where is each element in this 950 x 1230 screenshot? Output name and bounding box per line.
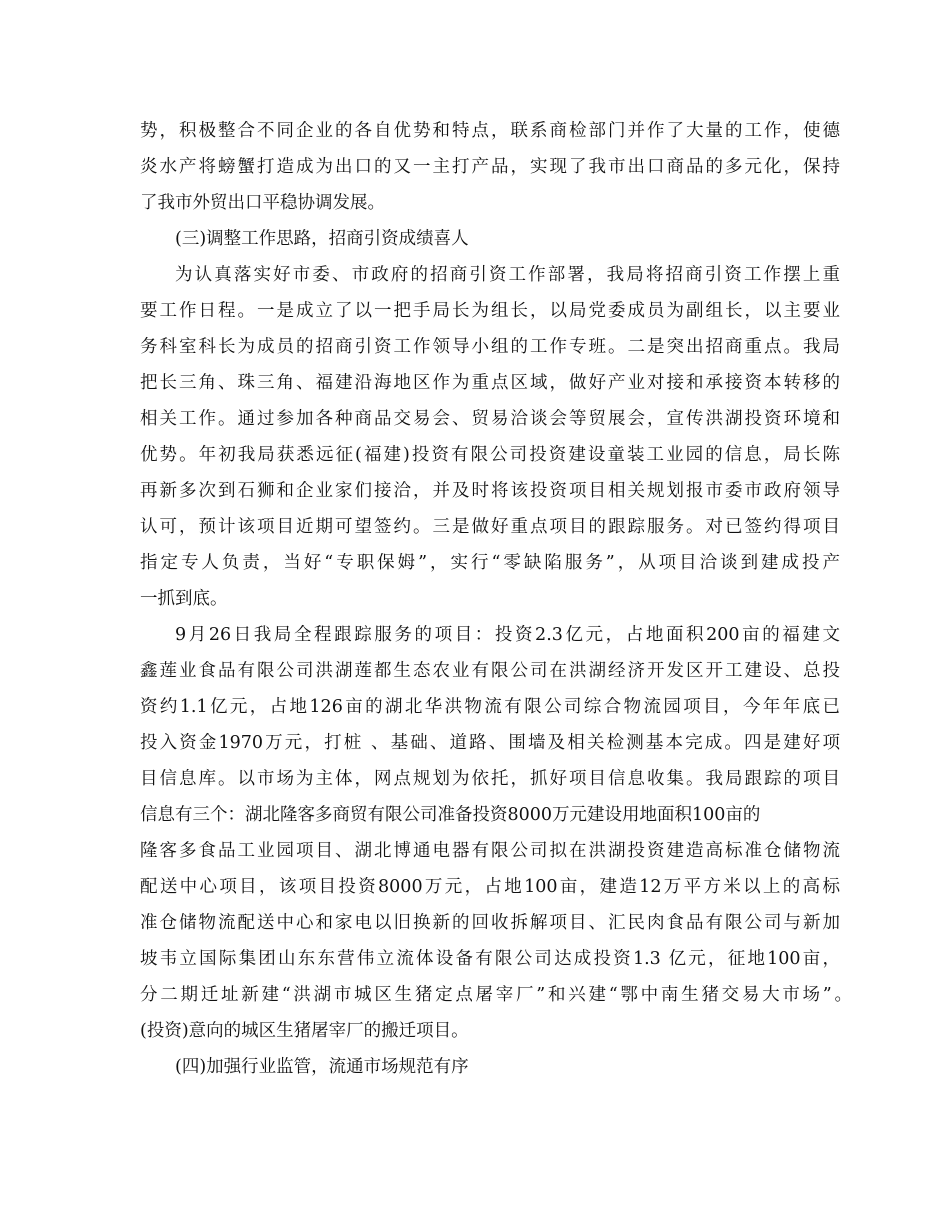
paragraph-first-line: 为认真落实好市委、市政府的招商引资工作部署，我局将招商引资工作摆上重 (175, 265, 840, 285)
body-text-line: 认可，预计该项目近期可望签约。三是做好重点项目的跟踪服务。对已签约得项目 (140, 517, 840, 537)
body-text-line: 优势。年初我局获悉远征(福建)投资有限公司投资建设童装工业园的信息，局长陈 (140, 445, 840, 465)
paragraph-first-line: 9月26日我局全程跟踪服务的项目：投资2.3亿元，占地面积200亩的福建文 (175, 625, 840, 645)
body-text-line: 目信息库。以市场为主体，网点规划为依托，抓好项目信息收集。我局跟踪的项目 (140, 769, 840, 789)
body-text-line: 相关工作。通过参加各种商品交易会、贸易洽谈会等贸展会，宣传洪湖投资环境和 (140, 409, 840, 429)
body-text-line: 炎水产将螃蟹打造成为出口的又一主打产品，实现了我市出口商品的多元化，保持 (140, 157, 840, 177)
body-text-line: 坡韦立国际集团山东东营伟立流体设备有限公司达成投资1.3 亿元，征地100亩， (140, 949, 840, 969)
body-text-line: 要工作日程。一是成立了以一把手局长为组长，以局党委成员为副组长，以主要业 (140, 301, 840, 321)
body-text-line: 分二期迁址新建“洪湖市城区生猪定点屠宰厂”和兴建“鄂中南生猪交易大市场”。 (140, 985, 852, 1005)
body-text-line: 信息有三个：湖北隆客多商贸有限公司准备投资8000万元建设用地面积100亩的 (140, 805, 761, 825)
section-heading: (四)加强行业监管，流通市场规范有序 (175, 1057, 469, 1077)
body-text-line: 鑫莲业食品有限公司洪湖莲都生态农业有限公司在洪湖经济开发区开工建设、总投 (140, 661, 840, 681)
body-text-line: 把长三角、珠三角、福建沿海地区作为重点区域，做好产业对接和承接资本转移的 (140, 373, 840, 393)
body-text-line: 一抓到底。 (140, 589, 228, 609)
body-text-line: 配送中心项目，该项目投资8000万元，占地100亩，建造12万平方米以上的高标 (140, 877, 840, 897)
body-text-line: 再新多次到石狮和企业家们接洽，并及时将该投资项目相关规划报市委市政府领导 (140, 481, 840, 501)
body-text-line: 指定专人负责，当好“专职保姆”，实行“零缺陷服务”，从项目洽谈到建成投产 (140, 553, 840, 573)
body-text-line: 隆客多食品工业园项目、湖北博通电器有限公司拟在洪湖投资建造高标准仓储物流 (140, 841, 840, 861)
body-text-line: 势，积极整合不同企业的各自优势和特点，联系商检部门并作了大量的工作，使德 (140, 121, 840, 141)
body-text-line: 资约1.1亿元，占地126亩的湖北华洪物流有限公司综合物流园项目，今年年底已 (140, 697, 840, 717)
section-heading: (三)调整工作思路，招商引资成绩喜人 (175, 229, 469, 249)
body-text-line: 务科室科长为成员的招商引资工作领导小组的工作专班。二是突出招商重点。我局 (140, 337, 840, 357)
body-text-line: 投入资金1970万元，打桩 、基础、道路、围墙及相关检测基本完成。四是建好项 (140, 733, 840, 753)
body-text-line: 了我市外贸出口平稳协调发展。 (140, 193, 385, 213)
body-text-line: (投资)意向的城区生猪屠宰厂的搬迁项目。 (140, 1021, 469, 1041)
body-text-line: 准仓储物流配送中心和家电以旧换新的回收拆解项目、汇民肉食品有限公司与新加 (140, 913, 840, 933)
